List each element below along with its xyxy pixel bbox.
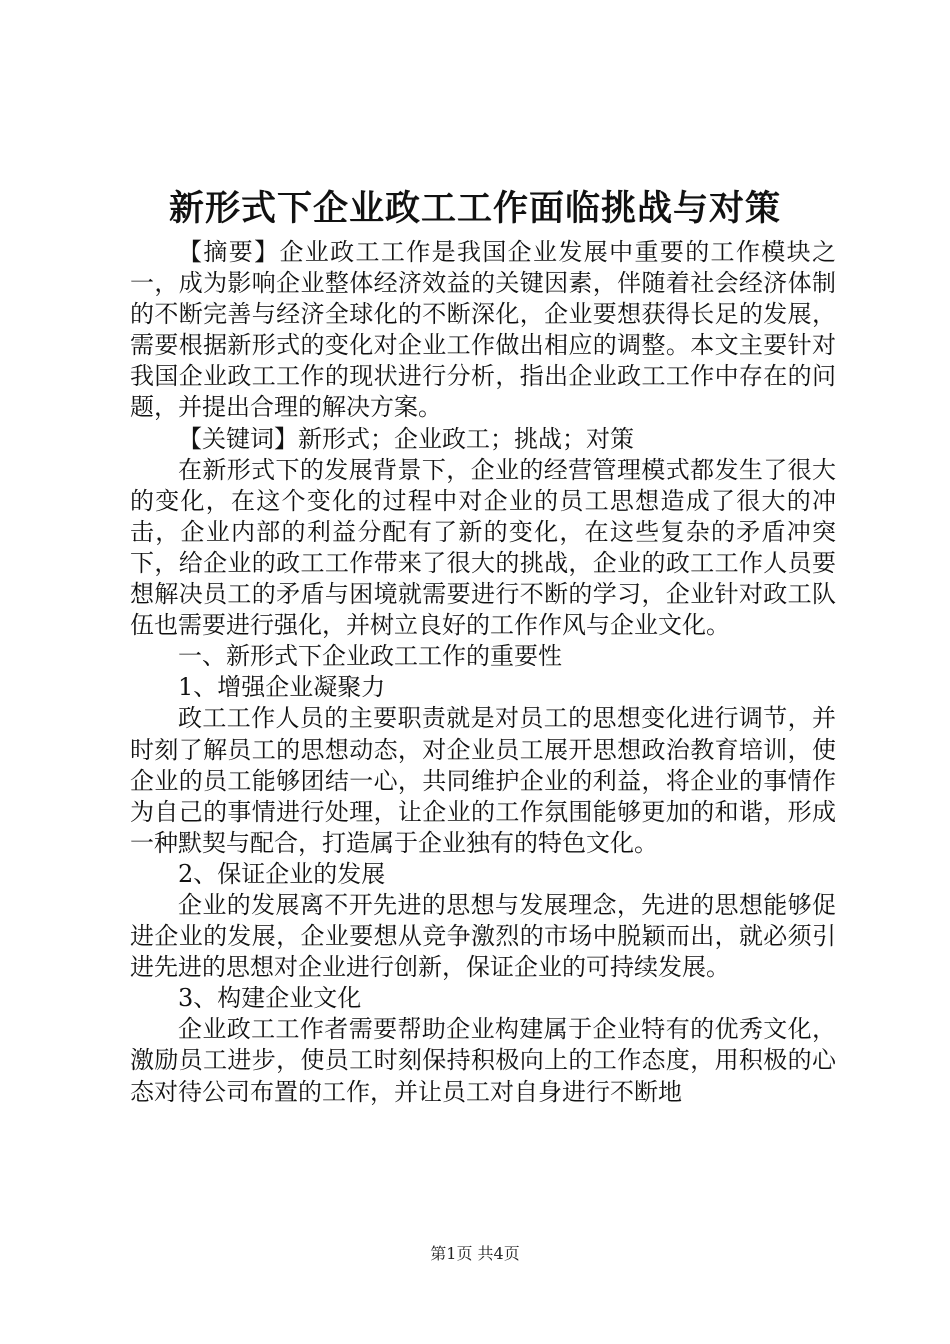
document-body <box>130 237 836 1108</box>
subsection-heading-1: 1、增强企业凝聚力 <box>178 673 386 702</box>
paragraph-keywords: 【关键词】新形式；企业政工；挑战；对策 <box>178 424 634 453</box>
paragraph-abstract: 【摘要】企业政工工作是我国企业发展中重要的工作模块之一，成为影响企业整体经济效益的关键因素，伴随着社会经济体制的不断完善与经济全球化的不断深化，企业要想获得长足的发展，需要根据新形式的变化对企业工作做出相应的调整。本文主要针对我国企业政工工作的现状进行分析，指出企业政工工作中存在的问题，并提出合理的解决方案。 <box>130 238 836 422</box>
paragraph-cohesion: 政工工作人员的主要职责就是对员工的思想变化进行调节，并时刻了解员工的思想动态，对企业员工展开思想政治教育培训，使企业的员工能够团结一心，共同维护企业的利益，将企业的事情作为自己的事情进行处理，让企业的工作氛围能够更加的和谐，形成一种默契与配合，打造属于企业独有的特色文化。 <box>130 704 836 857</box>
section-heading-1: 一、新形式下企业政工工作的重要性 <box>178 642 562 671</box>
paragraph-intro: 在新形式下的发展背景下，企业的经营管理模式都发生了很大的变化，在这个变化的过程中对企业的员工思想造成了很大的冲击，企业内部的利益分配有了新的变化，在这些复杂的矛盾冲突下，给企业的政工工作带来了很大的挑战，企业的政工工作人员要想解决员工的矛盾与困境就需要进行不断的学习，企业针对政工队伍也需要进行强化，并树立良好的工作作风与企业文化。 <box>130 455 836 640</box>
paragraph-development: 企业的发展离不开先进的思想与发展理念，先进的思想能够促进企业的发展，企业要想从竞争激烈的市场中脱颖而出，就必须引进先进的思想对企业进行创新，保证企业的可持续发展。 <box>130 890 836 982</box>
paragraph-culture: 企业政工工作者需要帮助企业构建属于企业特有的优秀文化，激励员工进步，使员工时刻保持积极向上的工作态度，用积极的心态对待公司布置的工作，并让员工对自身进行不断地 <box>130 1015 836 1106</box>
page-number-footer: 第1页 共4页 <box>430 1244 520 1263</box>
document-title: 新形式下企业政工工作面临挑战与对策 <box>168 188 781 229</box>
subsection-heading-3: 3、构建企业文化 <box>178 984 362 1013</box>
subsection-heading-2: 2、保证企业的发展 <box>178 859 386 888</box>
